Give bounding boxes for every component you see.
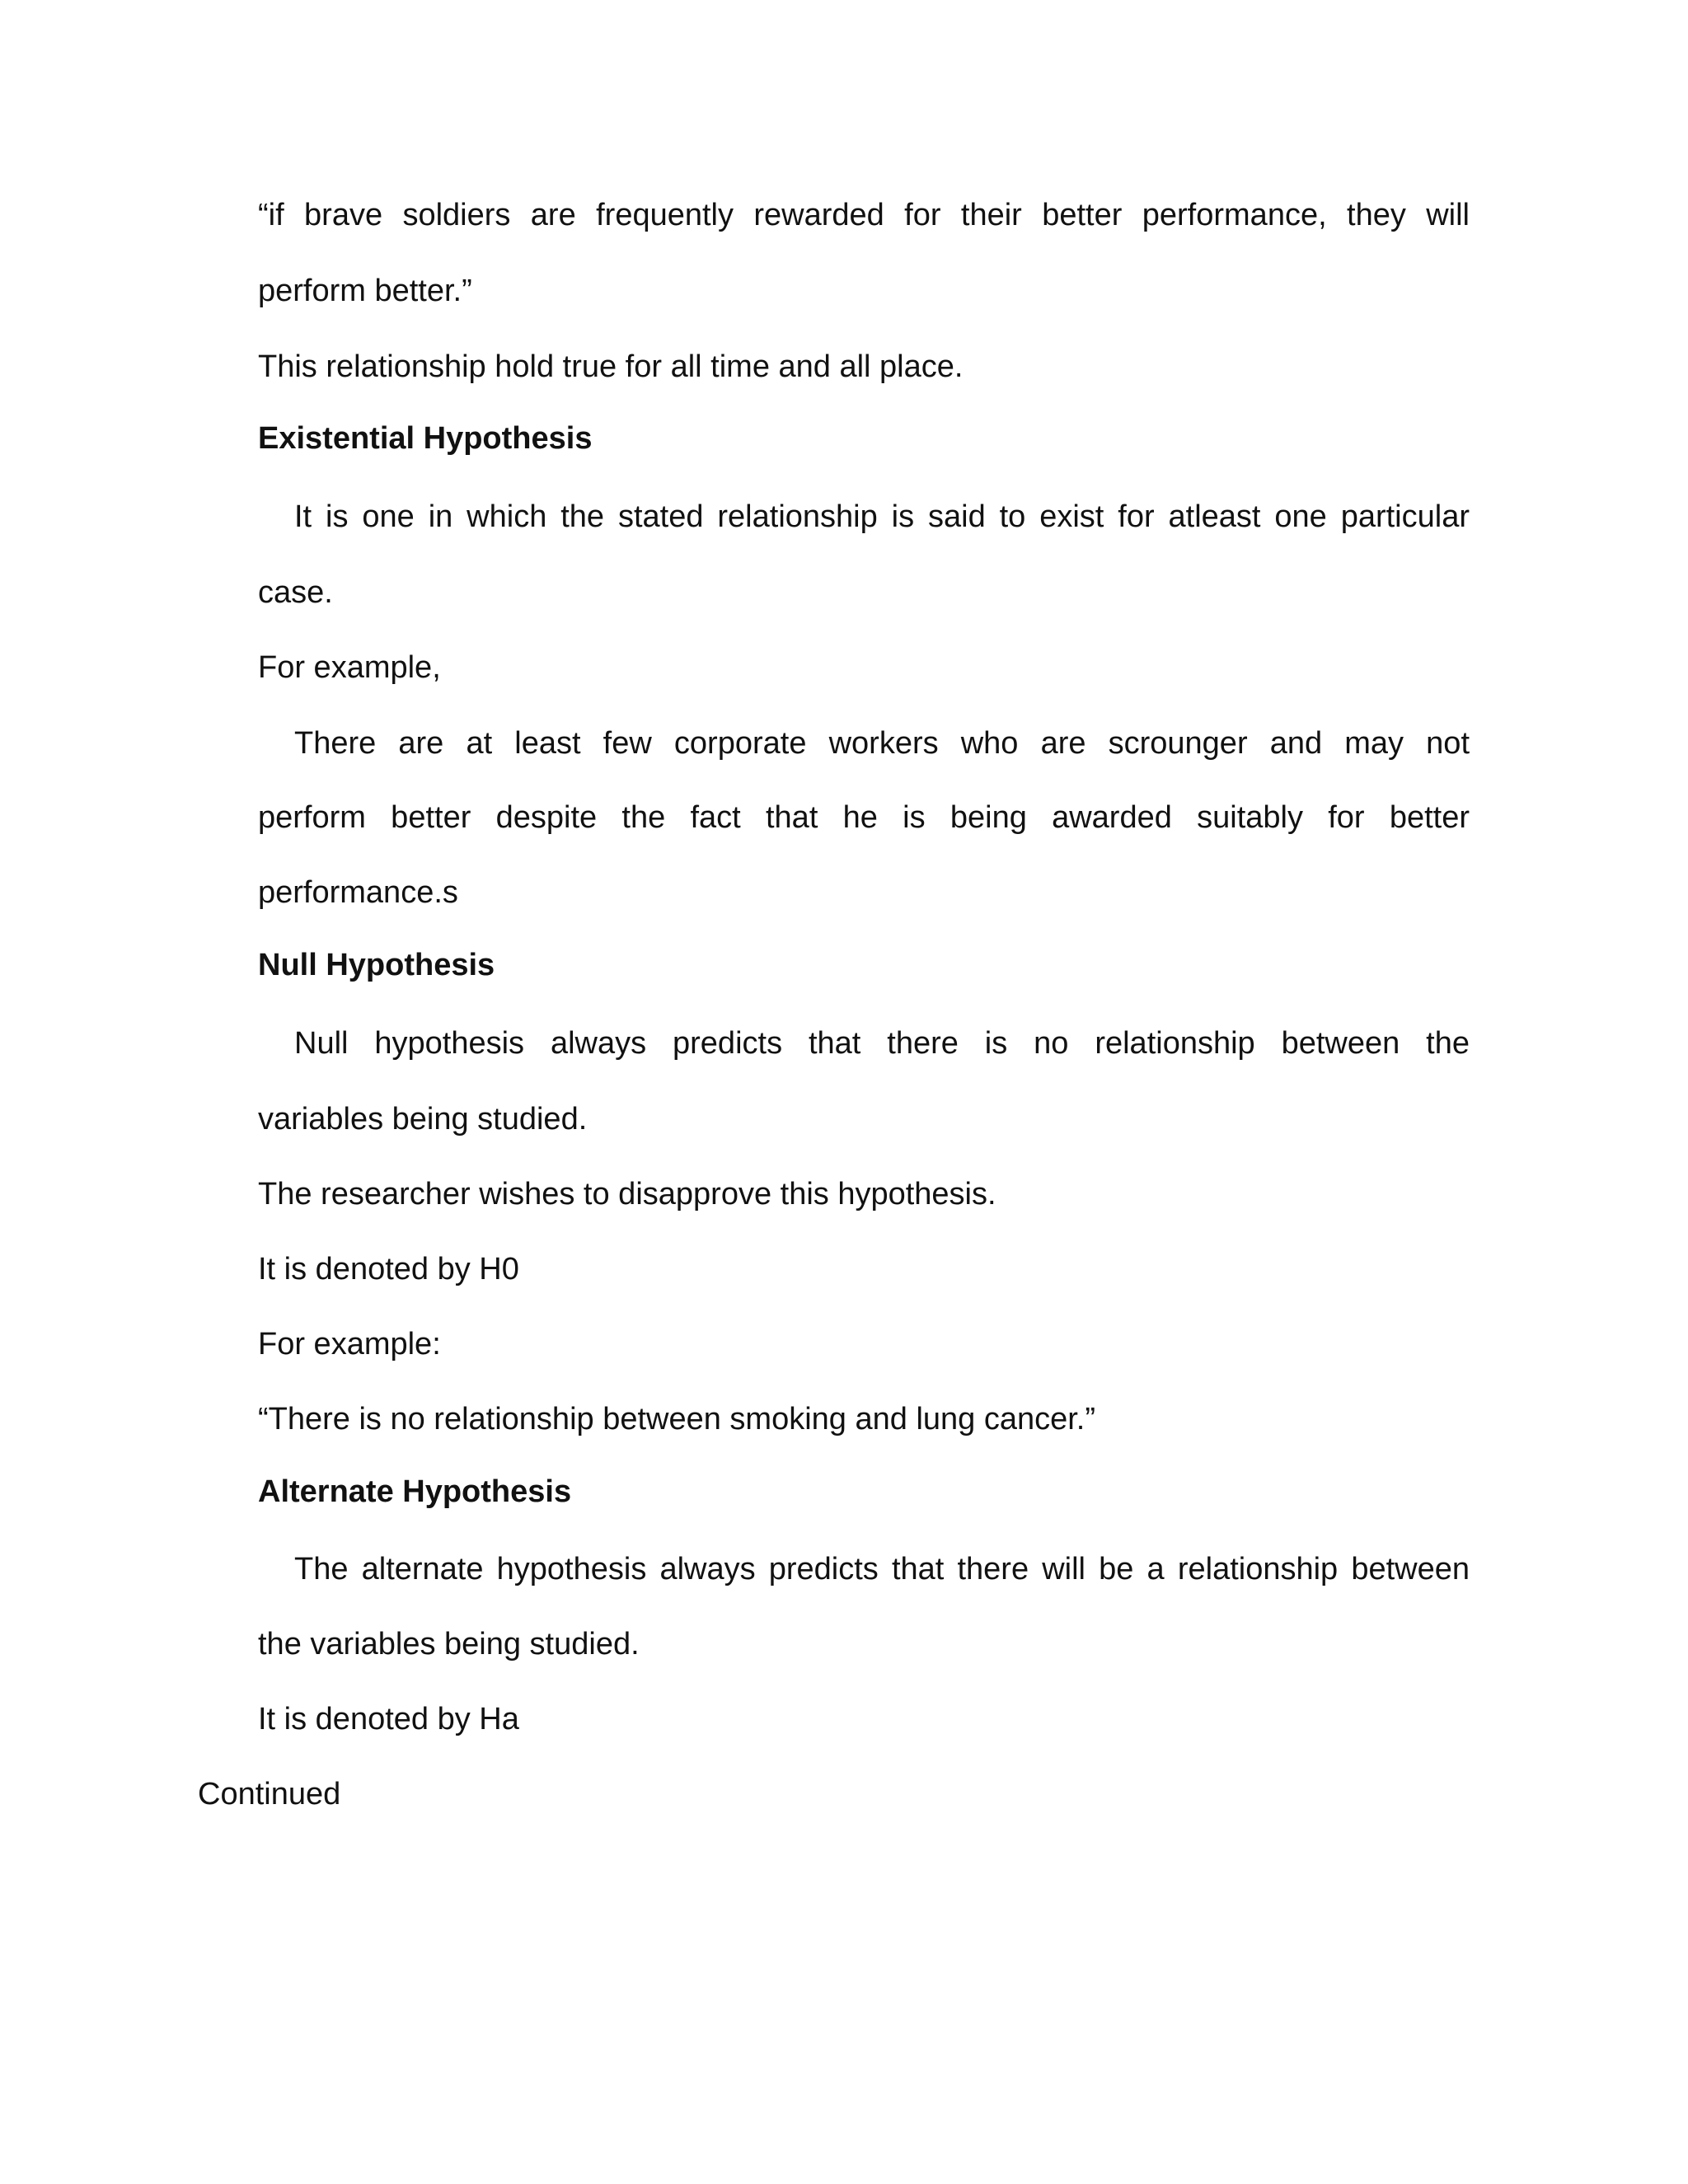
- paragraph-line: case.: [258, 575, 333, 610]
- paragraph-line: variables being studied.: [258, 1102, 588, 1137]
- paragraph-line: perform better despite the fact that he is being awarded suitably for better: [258, 800, 1470, 835]
- paragraph-line: The alternate hypothesis always predicts that there will be a relationship between: [294, 1552, 1470, 1586]
- continued-label: Continued: [198, 1777, 341, 1811]
- paragraph-line: This relationship hold true for all time and all place.: [258, 349, 964, 384]
- paragraph-line: performance.s: [258, 875, 458, 910]
- paragraph-line: “if brave soldiers are frequently rewarded for their better performance, they will: [258, 198, 1470, 232]
- paragraph-line: The researcher wishes to disapprove this hypothesis.: [258, 1177, 996, 1212]
- paragraph-line: the variables being studied.: [258, 1627, 640, 1661]
- section-heading-existential: Existential Hypothesis: [258, 421, 593, 456]
- paragraph-line: It is one in which the stated relationship is said to exist for atleast one particular: [294, 499, 1470, 534]
- paragraph-line: It is denoted by H0: [258, 1252, 519, 1286]
- paragraph-line: perform better.”: [258, 274, 472, 308]
- paragraph-line: “There is no relationship between smoking and lung cancer.”: [258, 1402, 1096, 1436]
- section-heading-null: Null Hypothesis: [258, 948, 495, 982]
- section-heading-alternate: Alternate Hypothesis: [258, 1474, 572, 1509]
- paragraph-line: For example:: [258, 1327, 441, 1361]
- paragraph-line: There are at least few corporate workers who are scrounger and may not: [294, 726, 1470, 761]
- paragraph-line: For example,: [258, 650, 441, 685]
- paragraph-line: It is denoted by Ha: [258, 1702, 519, 1736]
- paragraph-line: Null hypothesis always predicts that there is no relationship between the: [294, 1026, 1470, 1061]
